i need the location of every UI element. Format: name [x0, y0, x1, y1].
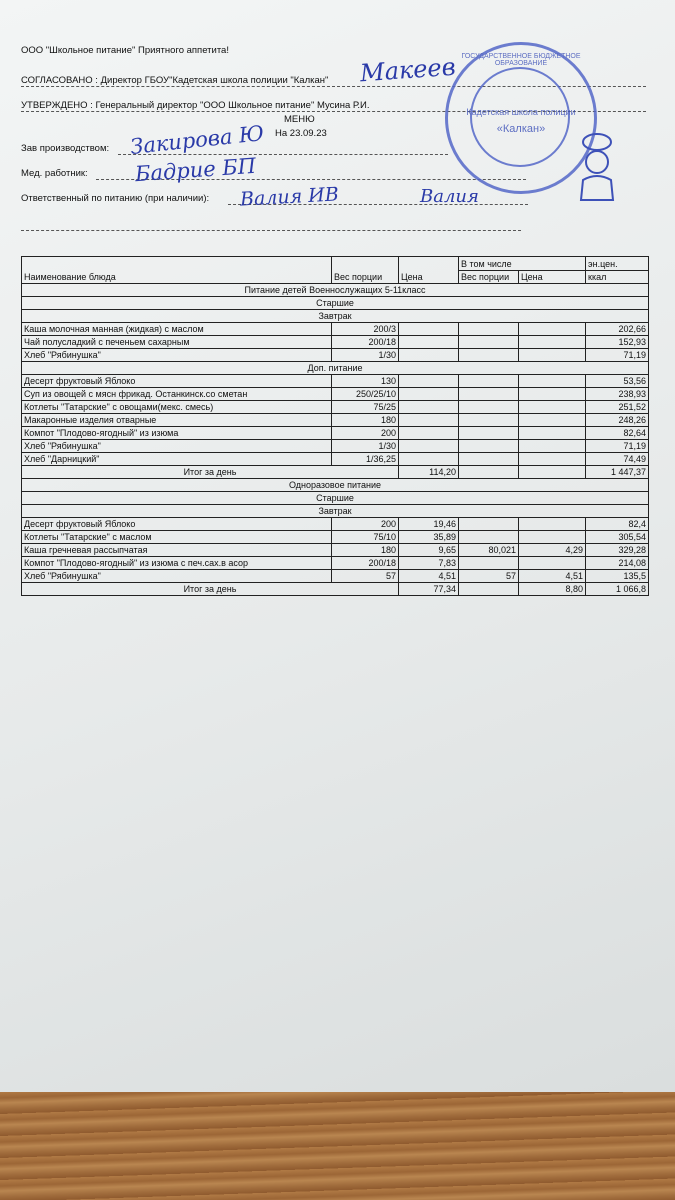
total-incl-price: 8,80	[519, 583, 586, 596]
dish-incl-weight	[459, 557, 519, 570]
responsible-label: Ответственный по питанию (при наличии):	[21, 193, 210, 204]
dish-incl-weight	[459, 427, 519, 440]
table-row	[22, 518, 649, 531]
dish-incl-price	[519, 440, 586, 453]
dish-name: Макаронные изделия отварные	[22, 414, 332, 427]
dish-price	[399, 427, 459, 440]
dish-kcal: 74,49	[586, 453, 649, 466]
table-header-row-1	[22, 257, 649, 271]
dish-incl-weight: 80,021	[459, 544, 519, 557]
section2-total-row	[22, 583, 649, 596]
dish-incl-price: 4,29	[519, 544, 586, 557]
dish-incl-weight	[459, 349, 519, 362]
dish-price	[399, 440, 459, 453]
dish-name: Котлеты "Татарские" с овощами(мекс. смесь)	[22, 401, 332, 414]
section2-rows	[22, 518, 649, 583]
wooden-surface	[0, 1092, 675, 1200]
dish-incl-price	[519, 531, 586, 544]
menu-date: На 23.09.23	[275, 128, 327, 139]
medic-label: Мед. работник:	[21, 168, 88, 179]
table-row	[22, 453, 649, 466]
menu-title: МЕНЮ	[284, 114, 315, 125]
dish-kcal: 135,5	[586, 570, 649, 583]
total-kcal: 1 066,8	[586, 583, 649, 596]
dish-kcal: 82,64	[586, 427, 649, 440]
dish-name: Хлеб "Рябинушка"	[22, 440, 332, 453]
table-row	[22, 349, 649, 362]
dish-kcal: 305,54	[586, 531, 649, 544]
section2-meal-row: Завтрак	[22, 505, 649, 518]
dish-incl-price: 4,51	[519, 570, 586, 583]
dish-name: Хлеб "Рябинушка"	[22, 570, 332, 583]
total-price: 114,20	[399, 466, 459, 479]
dish-weight: 200/18	[332, 336, 399, 349]
dish-incl-weight	[459, 531, 519, 544]
dish-weight: 200/3	[332, 323, 399, 336]
section1-total-row	[22, 466, 649, 479]
dish-weight: 180	[332, 544, 399, 557]
table-row	[22, 440, 649, 453]
dish-kcal: 71,19	[586, 440, 649, 453]
responsible-short-signature: Валия	[420, 186, 479, 207]
dish-incl-price	[519, 427, 586, 440]
dish-kcal: 152,93	[586, 336, 649, 349]
dish-name: Компот "Плодово-ягодный" из изюма с печ.сах.в асор	[22, 557, 332, 570]
dish-name: Десерт фруктовый Яблоко	[22, 375, 332, 388]
dish-kcal: 329,28	[586, 544, 649, 557]
dish-incl-price	[519, 388, 586, 401]
dish-weight: 1/30	[332, 440, 399, 453]
col-incl-price-header: Цена	[519, 270, 586, 284]
dish-weight: 250/25/10	[332, 388, 399, 401]
dish-kcal: 53,56	[586, 375, 649, 388]
table-row	[22, 414, 649, 427]
dish-weight: 75/10	[332, 531, 399, 544]
production-label: Зав производством:	[21, 143, 110, 154]
dish-incl-price	[519, 336, 586, 349]
production-signature: Закирова Ю	[129, 121, 266, 159]
dish-price: 4,51	[399, 570, 459, 583]
dish-name: Хлеб "Рябинушка"	[22, 349, 332, 362]
dish-kcal: 251,52	[586, 401, 649, 414]
dish-incl-weight	[459, 336, 519, 349]
section1-group-row: Старшие	[22, 297, 649, 310]
dish-price	[399, 414, 459, 427]
dish-incl-price	[519, 349, 586, 362]
col-incl-weight-header: Вес порции	[459, 270, 519, 284]
dish-incl-weight	[459, 401, 519, 414]
table-row	[22, 570, 649, 583]
col-kcal-header: ккал	[586, 270, 649, 284]
dish-incl-price	[519, 323, 586, 336]
dish-price: 19,46	[399, 518, 459, 531]
stamp-ring-text: ГОСУДАРСТВЕННОЕ БЮДЖЕТНОЕ ОБРАЗОВАНИЕ	[461, 53, 581, 67]
dish-incl-price	[519, 414, 586, 427]
dish-incl-price	[519, 401, 586, 414]
dish-price	[399, 401, 459, 414]
dish-price	[399, 453, 459, 466]
dish-name: Хлеб "Дарницкий"	[22, 453, 332, 466]
table-row	[22, 427, 649, 440]
table-row	[22, 401, 649, 414]
dish-incl-weight	[459, 323, 519, 336]
dish-incl-weight: 57	[459, 570, 519, 583]
dish-incl-weight	[459, 453, 519, 466]
section1-meal-row: Завтрак	[22, 310, 649, 323]
dish-name: Каша гречневая рассыпчатая	[22, 544, 332, 557]
col-price-header: Цена	[399, 257, 459, 284]
section1-title-row: Питание детей Военнослужащих 5-11класс	[22, 284, 649, 297]
dish-weight: 1/36,25	[332, 453, 399, 466]
dish-incl-price	[519, 453, 586, 466]
dish-kcal: 214,08	[586, 557, 649, 570]
stamp-center-name: Кадетская школа полиции	[466, 107, 576, 117]
section1-extra-rows	[22, 375, 649, 466]
dish-kcal: 82,4	[586, 518, 649, 531]
dish-weight: 200/18	[332, 557, 399, 570]
stamp-inner-ring	[470, 67, 570, 167]
director-signature: Макеев	[359, 52, 457, 88]
total-kcal: 1 447,37	[586, 466, 649, 479]
total-label: Итог за день	[22, 466, 399, 479]
table-row	[22, 375, 649, 388]
dish-kcal: 202,66	[586, 323, 649, 336]
total-label: Итог за день	[22, 583, 399, 596]
table-row	[22, 388, 649, 401]
dish-price	[399, 349, 459, 362]
dish-incl-price	[519, 518, 586, 531]
col-name-header: Наименование блюда	[22, 257, 332, 284]
table-row	[22, 323, 649, 336]
dish-price	[399, 375, 459, 388]
dish-incl-weight	[459, 414, 519, 427]
dish-weight: 57	[332, 570, 399, 583]
stamp-center-title: «Калкан»	[496, 123, 546, 135]
dish-incl-price	[519, 375, 586, 388]
dish-price	[399, 388, 459, 401]
total-price: 77,34	[399, 583, 459, 596]
dish-name: Котлеты "Татарские" с маслом	[22, 531, 332, 544]
dish-price: 35,89	[399, 531, 459, 544]
section2-title-row: Одноразовое питание	[22, 479, 649, 492]
medic-signature: Бадрие БП	[134, 153, 257, 187]
section2-group-row: Старшие	[22, 492, 649, 505]
dish-price: 9,65	[399, 544, 459, 557]
menu-table	[21, 256, 649, 596]
col-energy-header: эн.цен.	[586, 257, 649, 271]
dish-kcal: 71,19	[586, 349, 649, 362]
table-row	[22, 544, 649, 557]
table-row	[22, 557, 649, 570]
table-row	[22, 531, 649, 544]
section1-breakfast-rows	[22, 323, 649, 362]
dish-kcal: 238,93	[586, 388, 649, 401]
col-weight-header: Вес порции	[332, 257, 399, 284]
dish-weight: 180	[332, 414, 399, 427]
dish-incl-weight	[459, 518, 519, 531]
dish-incl-weight	[459, 375, 519, 388]
dish-name: Компот "Плодово-ягодный" из изюма	[22, 427, 332, 440]
dish-weight: 200	[332, 518, 399, 531]
blank-underline	[21, 230, 521, 231]
dish-weight: 200	[332, 427, 399, 440]
dish-name: Чай полусладкий с печеньем сахарным	[22, 336, 332, 349]
table-row	[22, 336, 649, 349]
agreed-line: СОГЛАСОВАНО : Директор ГБОУ"Кадетская школа полиции "Калкан"	[21, 75, 329, 86]
chef-drawing-icon	[575, 132, 619, 202]
dish-price	[399, 336, 459, 349]
dish-incl-price	[519, 557, 586, 570]
dish-price	[399, 323, 459, 336]
dish-incl-weight	[459, 440, 519, 453]
col-incl-header: В том числе	[459, 257, 586, 271]
responsible-signature: Валия ИВ	[239, 183, 340, 211]
dish-name: Каша молочная манная (жидкая) с маслом	[22, 323, 332, 336]
dish-weight: 1/30	[332, 349, 399, 362]
dish-name: Десерт фруктовый Яблоко	[22, 518, 332, 531]
approved-line: УТВЕРЖДЕНО : Генеральный директор "ООО Школьное питание" Мусина Р.И.	[21, 100, 370, 111]
dish-weight: 130	[332, 375, 399, 388]
dish-incl-weight	[459, 388, 519, 401]
dish-name: Суп из овощей с мясн фрикад. Останкинск.со сметан	[22, 388, 332, 401]
dish-price: 7,83	[399, 557, 459, 570]
dish-weight: 75/25	[332, 401, 399, 414]
org-line: ООО "Школьное питание" Приятного аппетита!	[21, 45, 229, 56]
dish-kcal: 248,26	[586, 414, 649, 427]
section1-extra-title-row: Доп. питание	[22, 362, 649, 375]
